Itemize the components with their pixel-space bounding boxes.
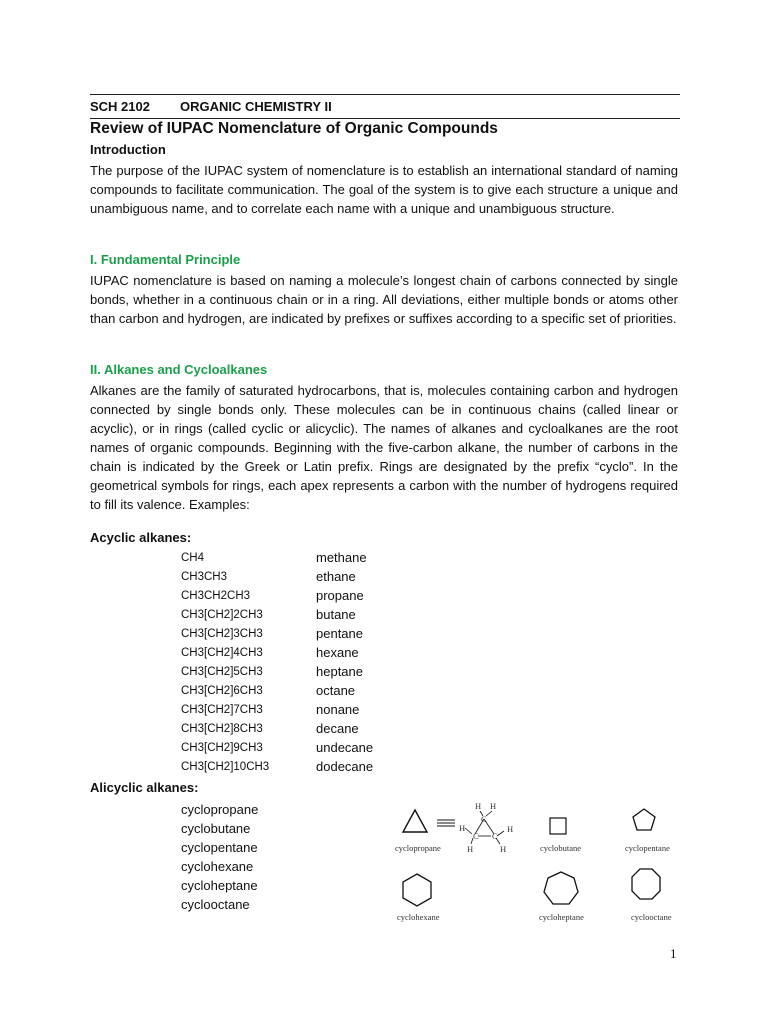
table-row (181, 738, 373, 757)
atom-h: H (507, 824, 514, 834)
cyclohexane-hexagon (403, 874, 431, 906)
alkane-name: nonane (316, 702, 360, 717)
atom-h: H (500, 844, 507, 854)
acyclic-heading: Acyclic alkanes: (90, 530, 192, 545)
document-title: Review of IUPAC Nomenclature of Organic Compounds (90, 120, 498, 137)
alkane-name: ethane (316, 569, 356, 584)
table-row (181, 624, 373, 643)
formula: CH3[CH2]6CH3 (181, 684, 263, 697)
alkane-name: propane (316, 588, 364, 603)
formula: CH3[CH2]5CH3 (181, 665, 263, 678)
table-row (181, 662, 373, 681)
table-row (181, 643, 373, 662)
cycloheptane-label: cycloheptane (539, 912, 584, 922)
list-item: cycloheptane (181, 878, 258, 893)
table-row (181, 605, 373, 624)
alkane-name: undecane (316, 740, 374, 755)
equivalence-sign (437, 820, 455, 826)
cyclopropane-triangle (403, 810, 427, 832)
formula: CH3[CH2]2CH3 (181, 608, 263, 621)
formula: CH3[CH2]3CH3 (181, 627, 263, 640)
cyclooctane-label: cyclooctane (631, 912, 672, 922)
atom-h: H (459, 823, 466, 833)
alkane-name: decane (316, 721, 359, 736)
alkane-name: heptane (316, 664, 363, 679)
alicyclic-heading: Alicyclic alkanes: (90, 780, 199, 795)
cyclopentane-pentagon (633, 809, 655, 830)
cyclopentane-label: cyclopentane (625, 843, 670, 853)
alicyclic-alkanes-list (181, 800, 258, 914)
alkane-name: pentane (316, 626, 363, 641)
atom-c: C (481, 814, 487, 824)
formula: CH3[CH2]4CH3 (181, 646, 263, 659)
course-name: ORGANIC CHEMISTRY II (180, 99, 332, 114)
page-number: 1 (670, 946, 677, 961)
alkane-name: octane (316, 683, 356, 698)
formula: CH3[CH2]8CH3 (181, 722, 263, 735)
cycloheptane-heptagon (544, 872, 578, 904)
introduction-paragraph: The purpose of the IUPAC system of nomenclature is to establish an international standard of naming compounds to facilitate communication. The goal of the system is to give each structure a unique and unambiguous name, and to correlate each name with a unique and unambiguous structure. (90, 163, 678, 216)
list-item: cyclopropane (181, 802, 259, 817)
atom-h: H (490, 801, 497, 811)
cyclopropane-label: cyclopropane (395, 843, 441, 853)
cycloalkane-structures-figure (393, 798, 679, 928)
list-item: cyclobutane (181, 821, 251, 836)
atom-c: C (492, 831, 498, 841)
table-row (181, 567, 373, 586)
structures-svg (393, 798, 679, 928)
header-top-rule (90, 94, 680, 95)
formula: CH3CH3 (181, 570, 228, 583)
formula: CH3[CH2]9CH3 (181, 741, 263, 754)
table-row (181, 719, 373, 738)
section2-paragraph: Alkanes are the family of saturated hydrocarbons, that is, molecules containing carbon and hydrogen connected by single bonds only. These molecules can be in continuous chains (called linear or acyclic), or in rings (called cyclic or alicyclic). The names of alkanes and cycloalkanes are the root names of organic compounds. Beginning with the five-carbon alkane, the number of carbons in the chain is indicated by the Greek or Latin prefix. Rings are designated by the prefix “cyclo”. In the geometrical symbols for rings, each apex represents a carbon with the number of hydrogens required to fill its valence. Examples: (90, 383, 678, 512)
list-item: cyclooctane (181, 897, 250, 912)
formula: CH3[CH2]7CH3 (181, 703, 263, 716)
atom-h: H (475, 801, 482, 811)
table-row (181, 586, 373, 605)
table-row (181, 700, 373, 719)
cyclooctane-octagon (632, 869, 660, 899)
section1-paragraph: IUPAC nomenclature is based on naming a molecule’s longest chain of carbons connected by single bonds, whether in a continuous chain or in a ring. All deviations, either multiple bonds or atoms other than carbon and hydrogen, are indicated by prefixes or suffixes according to a specific set of priorities. (90, 273, 678, 326)
alkane-name: butane (316, 607, 356, 622)
alkane-name: dodecane (316, 759, 374, 774)
list-item: cyclopentane (181, 840, 258, 855)
section2-heading: II. Alkanes and Cycloalkanes (90, 362, 268, 377)
course-header (90, 99, 332, 114)
table-row (181, 548, 373, 567)
formula: CH3[CH2]10CH3 (181, 760, 270, 773)
atom-c: C (473, 831, 479, 841)
section1-heading: I. Fundamental Principle (90, 252, 241, 267)
cyclobutane-label: cyclobutane (540, 843, 582, 853)
formula: CH3CH2CH3 (181, 589, 251, 602)
alkane-name: methane (316, 550, 367, 565)
atom-h: H (467, 844, 474, 854)
table-row (181, 681, 373, 700)
acyclic-alkanes-table (181, 548, 373, 776)
alkane-name: hexane (316, 645, 359, 660)
formula: CH4 (181, 551, 205, 564)
list-item: cyclohexane (181, 859, 254, 874)
cyclohexane-label: cyclohexane (397, 912, 440, 922)
header-bottom-rule (90, 118, 680, 119)
cyclobutane-square (550, 818, 566, 834)
course-code: SCH 2102 (90, 99, 150, 114)
introduction-heading: Introduction (90, 142, 166, 157)
table-row (181, 757, 373, 776)
